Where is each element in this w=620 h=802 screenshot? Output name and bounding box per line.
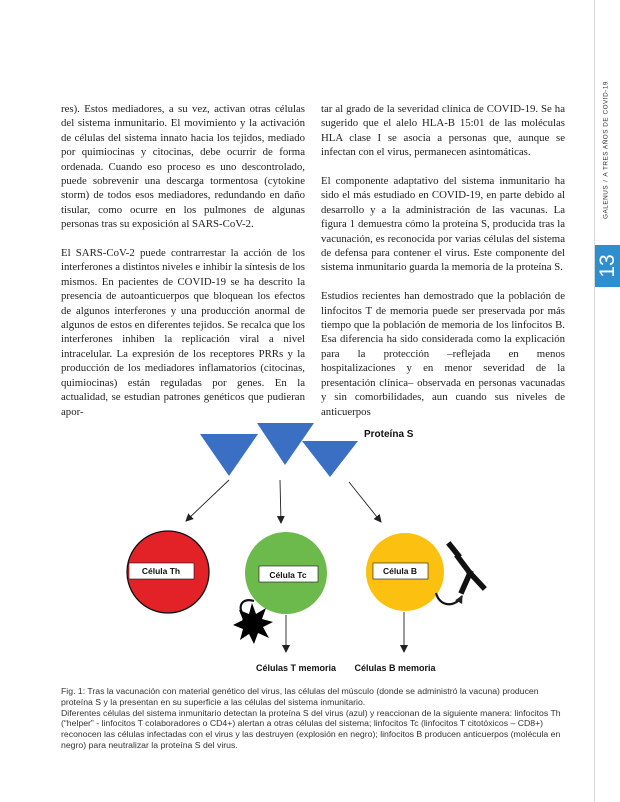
protein-s-label: Proteína S — [364, 429, 414, 440]
b-memory-label: Células B memoria — [354, 663, 436, 673]
cell-tc — [233, 532, 327, 644]
cell-th-label: Célula Th — [141, 566, 181, 576]
paragraph: res). Estos mediadores, a su vez, activan otras células del sistema inmunitario. El movimiento y la activación de células del sistema innato hacia los tejidos, mediado por quimiocinas y citocinas, debe ocurrir de forma ordenada. Cuando eso proceso es uno descontrolado, puede sobrevenir una descarga tormentosa (cytokine storm) de todos esos mediadores, redundando en daño tisular, como ocurre en los pulmones de algunas personas tras su exposición al SARS-CoV-2. — [61, 103, 305, 231]
cell-b — [366, 533, 483, 611]
running-title-publication: GALENUS — [602, 184, 610, 219]
memory-arrows — [286, 612, 404, 652]
recognition-arrows — [186, 480, 381, 523]
cell-tc-label: Célula Tc — [269, 570, 307, 580]
arrow-to-th — [186, 480, 229, 521]
page-number: 13 — [595, 254, 619, 278]
paragraph: Estudios recientes han demostrado que la población de linfocitos T de memoria puede ser preservada por más tiempo que la población de memoria de los linfocitos B. Esa diferencia ha sido considerada como la explicación para la protección –reflejada en menos hospitalizaciones y en menor severidad de la presentación clínica– observada en personas vacunadas y sin comorbilidades, aun cuando sus niveles de anticuerpos — [321, 290, 565, 418]
running-title-section: A TRES AÑOS DE COVID-19 — [602, 81, 610, 177]
cell-th — [127, 531, 209, 613]
arrow-to-b — [349, 482, 381, 522]
cell-b-label: Célula B — [382, 566, 418, 576]
paragraph: tar al grado de la severidad clínica de COVID-19. Se ha sugerido que el alelo HLA-B 15:01 de las moléculas HLA clase I se asocia a personas que, aunque se infectan con el virus, permanecen asintomáticas. — [321, 103, 565, 159]
antibody-release-arrow — [436, 593, 462, 604]
figure-caption — [61, 686, 569, 751]
arrow-to-tc — [280, 480, 281, 523]
t-memory-label: Células T memoria — [255, 663, 337, 673]
spike-protein-triangle — [200, 434, 258, 476]
caption-line: Fig. 1: Tras la vacunación con material genético del virus, las células del músculo (donde se administró la vacuna) producen proteína S y la presentan en su superficie a las células del sistema inmunitario. — [61, 686, 539, 707]
paragraph: El componente adaptativo del sistema inmunitario ha sido el más estudiado en COVID-19, en parte debido al desarrollo y a la administración de las vacunas. La figura 1 demuestra cómo la proteína S, producida tras la vacunación, es reconocida por varias células del sistema de defensa para contener el virus. Este componente del sistema inmunitario guarda la memoria de la proteína S. — [321, 175, 565, 274]
paragraph: El SARS-CoV-2 puede contrarrestar la acción de los interferones a distintos niveles e inhibir la síntesis de los mismos. En pacientes de COVID-19 se ha descrito la presencia de autoanticuerpos que bloquean los efectos de algunos interferones y una producción anormal de algunos de estos en diferentes tejidos. Se recalca que los interferones inhiben la replicación viral a nivel intracelular. La expresión de los receptores PRRs y la producción de los mediadores inflamatorios (citocinas, quimiocinas) están reguladas por genes. En la actualidad, se estudian patrones genéticos que pudieran apor- — [61, 247, 305, 418]
spike-protein-triangles — [200, 423, 358, 477]
spike-protein-triangle — [302, 441, 358, 477]
running-title-separator: / — [602, 179, 610, 182]
caption-line: Diferentes células del sistema inmunitario detectan la proteína S del virus (azul) y reaccionan de la siguiente manera: linfocitos Th (“helper” - linfocitos T colaboradores o CD4+) alertan a otras células del sistema; linfocitos Tc (linfocitos T citotóxicos – CD8+) reconocen las células infectadas con el virus y las destruyen (explosión en negro); linfocitos B producen anticuerpos (molécula en negro) para neutralizar la proteína S del virus. — [61, 707, 561, 750]
antibody-icon — [450, 545, 483, 591]
